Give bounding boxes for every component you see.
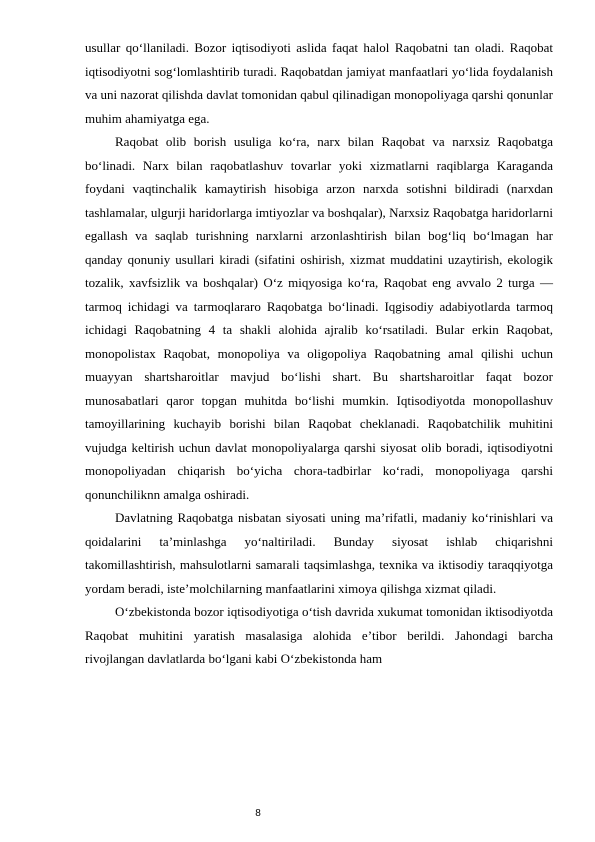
paragraph-3: Davlatning Raqobatga nisbatan siyosati uning maʼrifatli, madaniy koʻrinishlari va qoidalarini taʼminlashga yoʻnaltiriladi. Bunday siyosat ishlab chiqarishni takomillashtirish, mahsulotlarni samarali taqsimlashga, texnika va iktisodiy taraqqiyotga yordam beradi, isteʼmolchilarning manfaatlarini ximoya qilishga xizmat qiladi.	[85, 510, 553, 596]
paragraph-2: Raqobat olib borish usuliga koʻra, narx bilan Raqobat va narxsiz Raqobatga boʻlinadi. Narx bilan raqobatlashuv tovarlar yoki xizmatlarni raqiblarga Karaganda foydani vaqtinchalik kamaytirish hisobiga arzon narxda sotishni bildiradi (narxdan tashlamalar, ulgurji haridorlarga imtiyozlar va boshqalar), Narxsiz Raqobatga haridorlarni egallash va saqlab turishning narxlarni arzonlashtirish bilan bogʻliq boʻlmagan har qanday qonuniy usullari kiradi (sifatini oshirish, xizmat muddatini uzaytirish, ekologik tozalik, xavfsizlik va boshqalar) Oʻz miqyosiga koʻra, Raqobat eng avvalo 2 turga — tarmoq ichidagi va tarmoqlararo Raqobatga boʻlinadi. Iqgisodiy adabiyotlarda tarmoq ichidagi Raqobatning 4 ta shakli alohida ajralib koʻrsatiladi. Bular erkin Raqobat, monopolistax Raqobat, monopoliya va oligopoliya Raqobatning amal qilishi uchun muayyan shartsharoitlar mavjud boʻlishi shart. Bu shartsharoitlar faqat bozor munosabatlari qaror topgan muhitda boʻlishi mumkin. Iqtisodiyotda monopollashuv tamoyillarining kuchayib borishi bilan Raqobat cheklanadi. Raqobatchilik muhitini vujudga keltirish uchun davlat monopoliyalarga qarshi siyosat olib boradi, iqtisodiyotni monopoliyadan chiqarish boʻyicha chora-tadbirlar koʻradi, monopoliyaga qarshi qonunchiliknn amalga oshiradi.	[85, 134, 553, 502]
page-number: 8	[255, 808, 261, 819]
paragraph-4: Oʻzbekistonda bozor iqtisodiyotiga oʻtish davrida xukumat tomonidan iktisodiyotda Raqobat muhitini yaratish masalasiga alohida eʼtibor berildi. Jahondagi barcha rivojlangan davlatlarda boʻlgani kabi Oʻzbekistonda ham	[85, 604, 553, 666]
paragraph-1: usullar qoʻllaniladi. Bozor iqtisodiyoti aslida faqat halol Raqobatni tan oladi. Raqobat iqtisodiyotni sogʻlomlashtirib turadi. Raqobatdan jamiyat manfaatlari yoʻlida foydalanish va uni nazorat qilishda davlat tomonidan qabul qilinadigan monopoliyaga qarshi qonunlar muhim ahamiyatga ega.	[85, 40, 553, 126]
body-text	[85, 36, 553, 671]
